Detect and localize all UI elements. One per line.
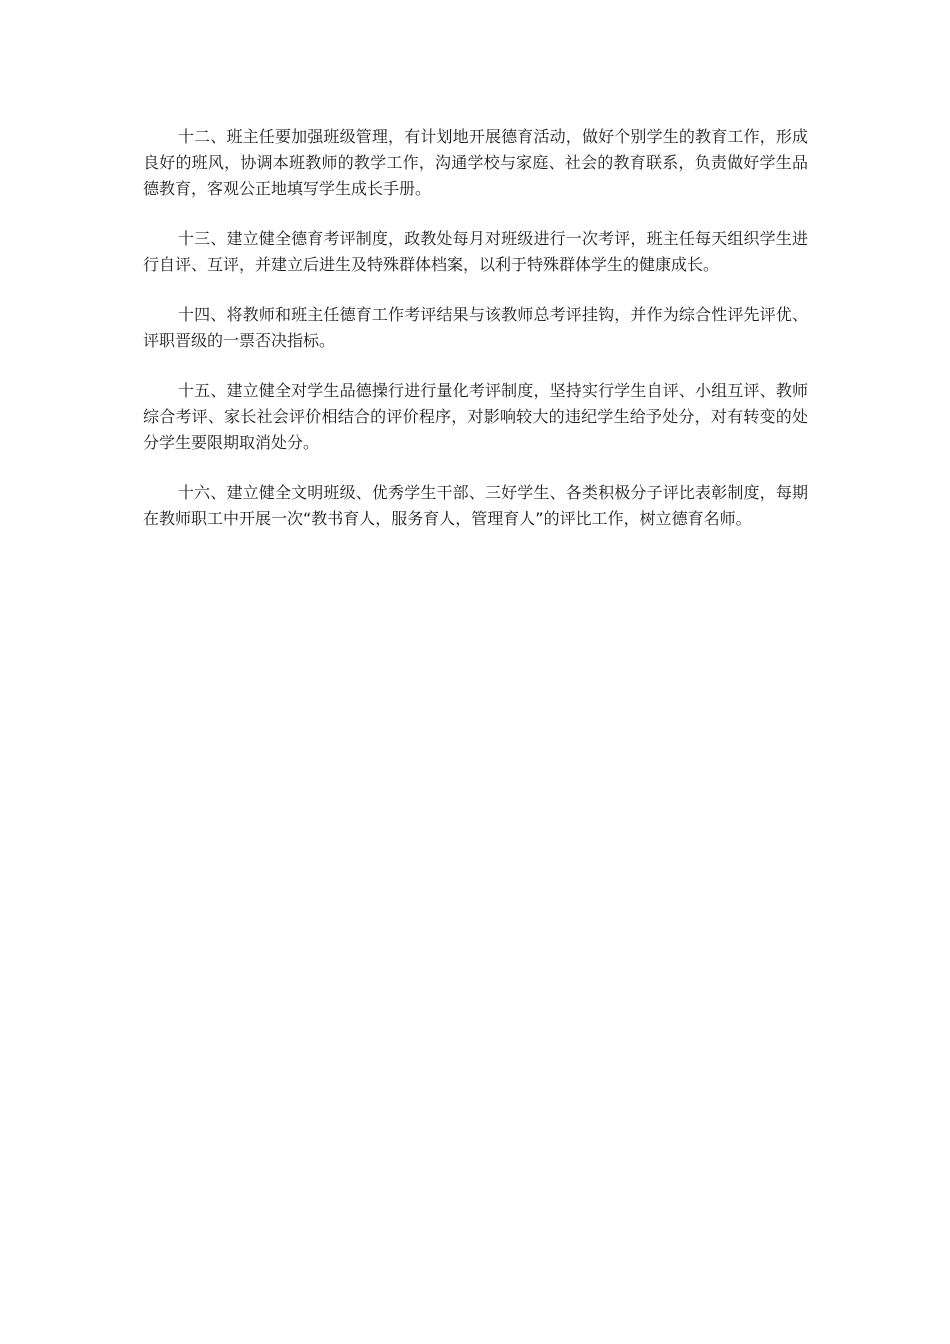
paragraph-14: 十四、将教师和班主任德育工作考评结果与该教师总考评挂钩，并作为综合性评先评优、评职晋级的一票否决指标。 bbox=[143, 305, 808, 350]
document-body bbox=[143, 124, 808, 556]
paragraph-12: 十二、班主任要加强班级管理，有计划地开展德育活动，做好个别学生的教育工作，形成良好的班风，协调本班教师的教学工作，沟通学校与家庭、社会的教育联系，负责做好学生品德教育，客观公正地填写学生成长手册。 bbox=[143, 127, 808, 198]
paragraph-16: 十六、建立健全文明班级、优秀学生干部、三好学生、各类积极分子评比表彰制度，每期在教师职工中开展一次“教书育人，服务育人，管理育人”的评比工作，树立德育名师。 bbox=[143, 483, 808, 528]
paragraph-13: 十三、建立健全德育考评制度，政教处每月对班级进行一次考评，班主任每天组织学生进行自评、互评，并建立后进生及特殊群体档案，以利于特殊群体学生的健康成长。 bbox=[143, 229, 808, 274]
paragraph-15: 十五、建立健全对学生品德操行进行量化考评制度，坚持实行学生自评、小组互评、教师综合考评、家长社会评价相结合的评价程序，对影响较大的违纪学生给予处分，对有转变的处分学生要限期取消处分。 bbox=[143, 381, 808, 452]
